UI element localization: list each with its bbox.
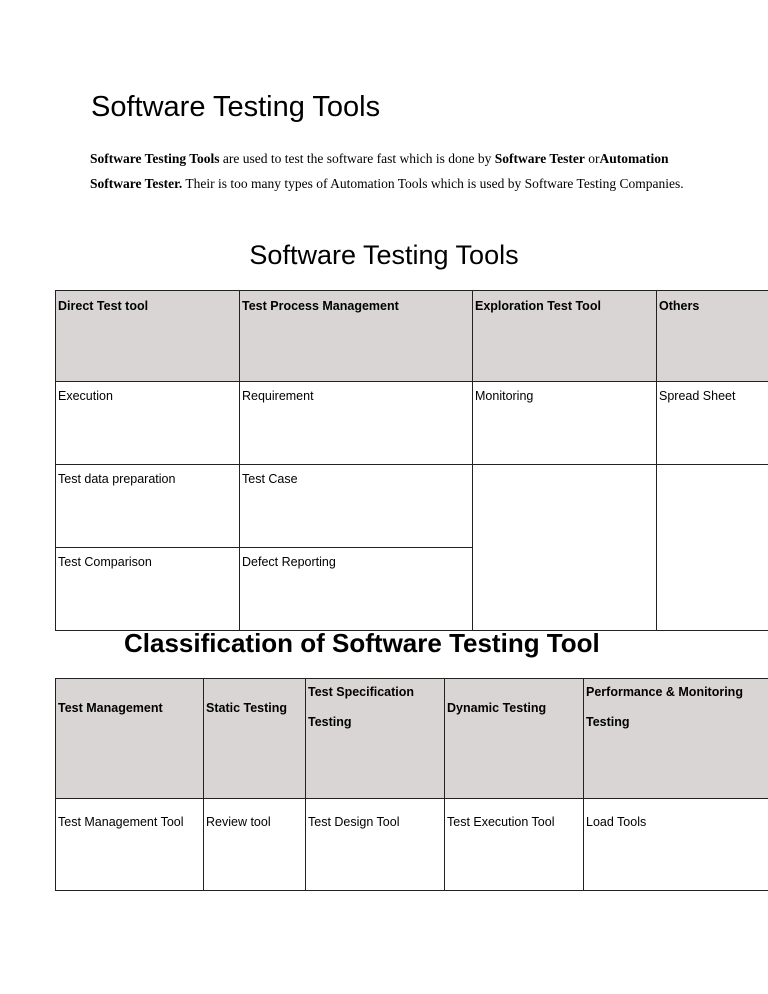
table-row — [56, 799, 768, 891]
table-cell-empty — [657, 465, 768, 631]
intro-bold-2: Software Tester — [494, 151, 585, 166]
tools-table-title: Software Testing Tools — [249, 240, 519, 270]
tools-header-exploration: Exploration Test Tool — [473, 291, 657, 382]
class-header-label: Dynamic Testing — [447, 701, 547, 715]
intro-bold-3: Automation Software Tester. — [90, 151, 669, 191]
class-header-management — [56, 679, 204, 799]
table-cell: Test Comparison — [56, 548, 240, 631]
table-cell: Load Tools — [584, 799, 768, 891]
table-cell: Monitoring — [473, 382, 657, 465]
intro-bold-1: Software Testing Tools — [90, 151, 220, 166]
table-cell: Test Design Tool — [306, 799, 445, 891]
classification-header-row — [56, 679, 768, 799]
tools-header-process: Test Process Management — [240, 291, 473, 382]
class-header-label: Test Management — [58, 701, 163, 715]
class-header-label-line2: Testing — [586, 715, 630, 729]
table-cell: Requirement — [240, 382, 473, 465]
table-cell: Test data preparation — [56, 465, 240, 548]
intro-text-1: are used to test the software fast which is done by — [219, 151, 495, 166]
intro-text-3: Their is too many types of Automation Tools which is used by Software Testing Companies. — [182, 176, 684, 191]
table-cell: Test Execution Tool — [445, 799, 584, 891]
table-cell-empty — [473, 465, 657, 631]
tools-header-others: Others — [657, 291, 768, 382]
table-cell: Review tool — [204, 799, 306, 891]
class-header-specification — [306, 679, 445, 799]
table-row — [56, 382, 768, 465]
class-header-dynamic — [445, 679, 584, 799]
intro-text-2: or — [584, 151, 600, 166]
table-cell: Defect Reporting — [240, 548, 473, 631]
classification-table — [55, 678, 768, 891]
tools-table-header-row — [56, 291, 768, 382]
table-cell: Spread Sheet — [657, 382, 768, 465]
class-header-label: Test Specification — [308, 685, 415, 699]
tools-table — [55, 290, 768, 631]
class-header-label: Static Testing — [206, 701, 288, 715]
table-row — [56, 465, 768, 548]
class-header-label: Performance & Monitoring — [586, 685, 743, 699]
tools-header-direct: Direct Test tool — [56, 291, 240, 382]
table-cell: Execution — [56, 382, 240, 465]
table-cell: Test Case — [240, 465, 473, 548]
page-title: Software Testing Tools — [91, 91, 381, 123]
class-header-performance — [584, 679, 768, 799]
intro-paragraph — [90, 146, 690, 196]
class-header-static — [204, 679, 306, 799]
table-cell: Test Management Tool — [56, 799, 204, 891]
classification-title: Classification of Software Testing Tool — [124, 628, 600, 658]
class-header-label-line2: Testing — [308, 715, 352, 729]
